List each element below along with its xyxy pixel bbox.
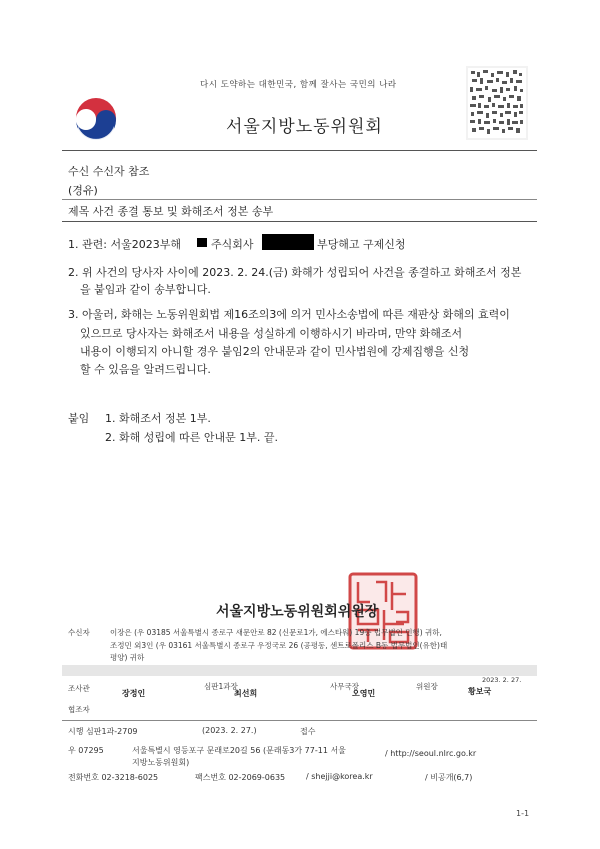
email-address[interactable]: / shejji@korea.kr [306,772,373,781]
website-link[interactable]: / http://seoul.nlrc.go.kr [385,749,477,758]
item3-line4: 할 수 있음을 알려드립니다. [80,363,211,376]
header-divider [62,150,537,151]
chair-label: 위원장 [416,682,438,691]
item3-line3: 내용이 이행되지 아니할 경우 붙임2의 안내문과 같이 민사법원에 강제집행을 신청 [80,345,470,358]
item3-line1: 3. 아울러, 화해는 노동위원회법 제16조의3에 의거 민사소송법에 따른 재판상 화해의 효력이 [68,308,510,321]
drafter-label: 조사관 [68,684,90,693]
address-line-2: 지방노동위원회) [132,758,190,767]
recipient-line: 수신 수신자 참조 [68,165,150,178]
subject-bottom-divider [62,221,537,222]
recipients-label: 수신자 [68,628,90,637]
attachment-item-2: 2. 화해 성립에 따른 안내문 1부. 끝. [105,431,278,444]
organization-name: 서울지방노동위원회 [226,117,383,137]
receipt-label: 접수 [300,727,316,736]
phone-number: 전화번호 02-3218-6025 [68,773,159,782]
item2-line1: 2. 위 사건의 당사자 사이에 2023. 2. 24.(금) 화해가 성립되어 사건을 종결하고 화해조서 정본 [68,266,522,279]
qr-code-icon [466,66,528,140]
item2-line2: 을 붙임과 같이 송부합니다. [80,283,211,296]
subject-line: 제목 사건 종결 통보 및 화해조서 정본 송부 [68,205,274,218]
recipients-line-3: 평양) 귀하 [110,653,145,662]
redaction-company-name [262,234,314,250]
fax-number: 팩스번호 02-2069-0635 [195,773,286,782]
disclosure-status: / 비공개(6,7) [425,773,473,782]
item3-line2: 있으므로 당사자는 화해조서 내용을 성실하게 이행하시기 바라며, 만약 화해조서 [80,327,463,340]
item1-company: 주식회사 [211,238,254,251]
separator-bar [62,665,537,676]
approval-divider [62,720,537,721]
office-director-name: 오영민 [352,689,376,698]
section-chief-name: 최선희 [234,689,258,698]
recipients-line-1: 이장은 (우 03185 서울특별시 종로구 새문안로 82 (신문로1가, 에스타워) 19층 법무법인 민행) 귀하, [110,628,442,637]
office-director-label: 사무국장 [330,682,359,691]
item1-prefix: 1. 관련: 서울2023부해 [68,238,181,251]
via-line: (경유) [68,184,98,197]
government-taegeuk-logo [72,96,120,144]
redaction-case-number [197,238,207,247]
slogan: 다시 도약하는 대한민국, 함께 잘사는 국민의 나라 [200,80,397,90]
subject-top-divider [62,199,537,200]
attachment-item-1: 1. 화해조서 정본 1부. [105,412,211,425]
drafter-name: 장정인 [122,689,146,698]
page-number: 1-1 [516,809,530,818]
section-chief-label: 심판1과장 [204,682,238,691]
attachment-label: 붙임 [68,412,90,425]
enforcement-number: 시행 심판1과-2709 [68,727,138,736]
enforcement-date: (2023. 2. 27.) [202,726,257,735]
cooperator-label: 협조자 [68,705,90,714]
chair-name: 황보국 [468,687,492,696]
item1-suffix: 부당해고 구제신청 [317,238,406,251]
signature-title: 서울지방노동위원회위원장 [216,604,379,620]
address-line-1: 서울특별시 영등포구 문래로20길 56 (문래동3가 77-11 서울 [132,746,346,755]
postal-code: 우 07295 [68,746,104,755]
chair-date: 2023. 2. 27. [482,676,522,684]
recipients-line-2: 조정민 외3인 (우 03161 서울특별시 종로구 우정국로 26 (공평동, 센트로폴리스 B동 법무법인(유한)태 [110,641,448,650]
